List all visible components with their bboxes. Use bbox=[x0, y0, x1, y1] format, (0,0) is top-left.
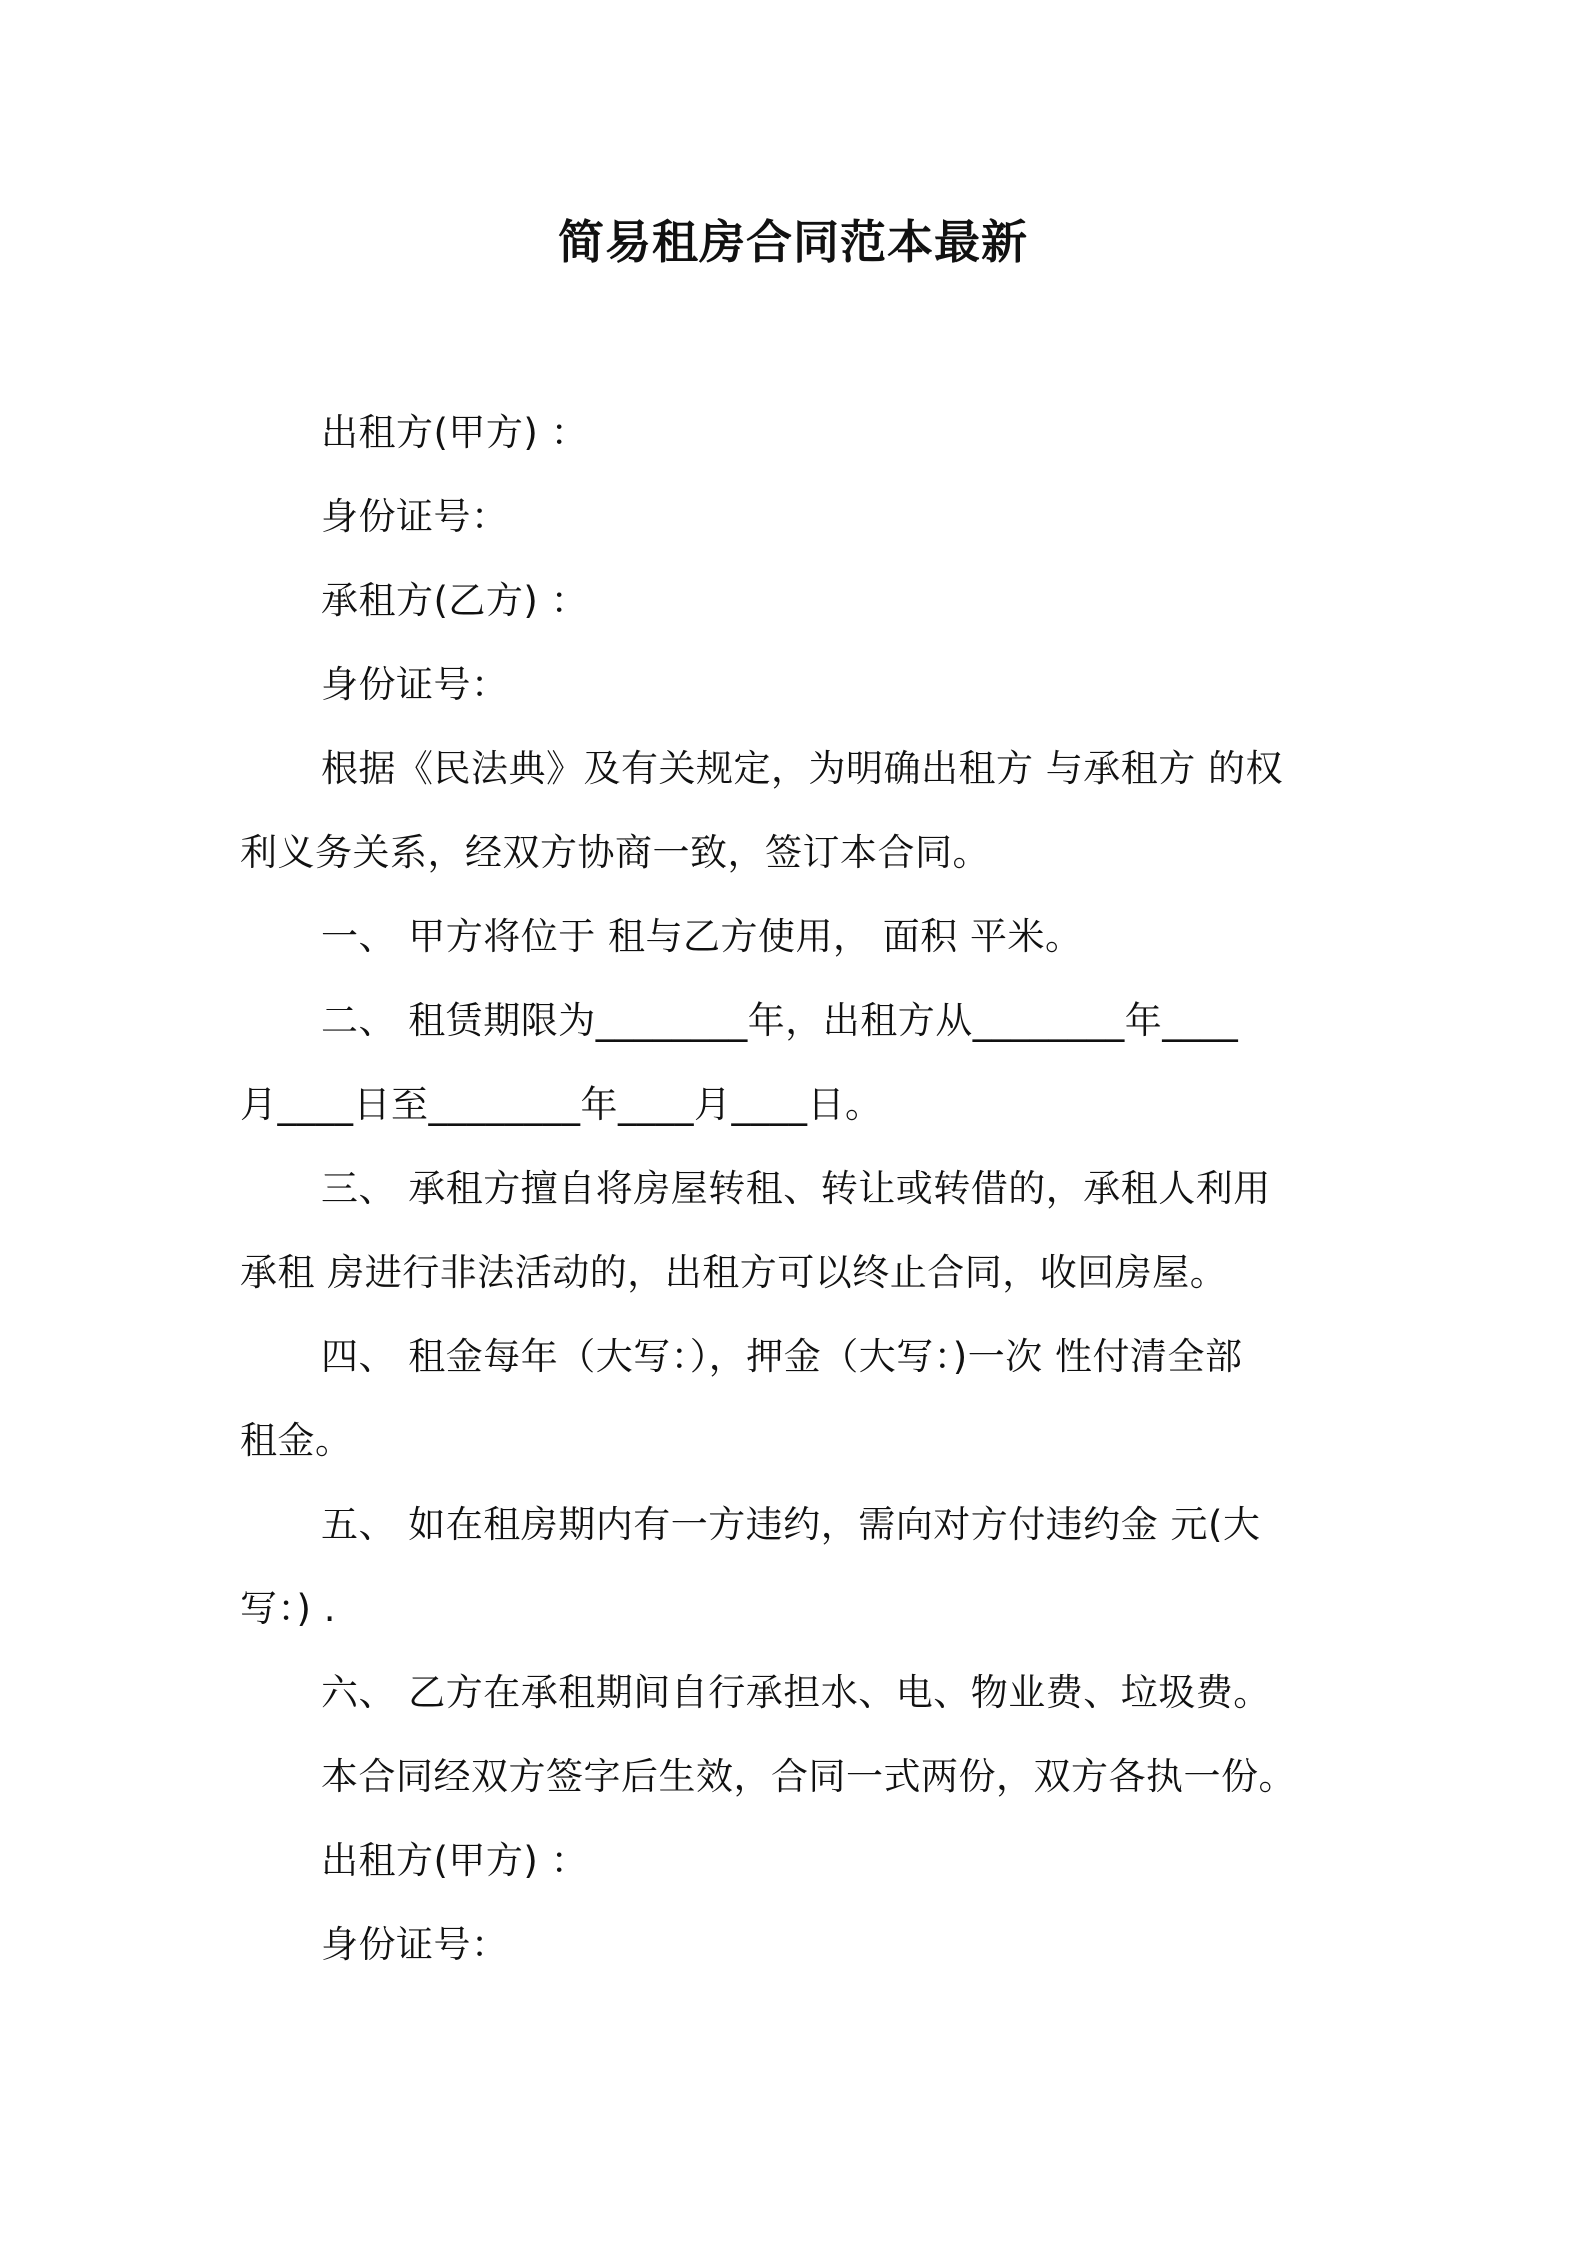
effect-statement: 本合同经双方签字后生效，合同一式两份，双方各执一份。 bbox=[321, 1755, 1296, 1798]
preamble-line-2: 利义务关系，经双方协商一致，签订本合同。 bbox=[240, 831, 990, 874]
document-title: 简易租房合同范本最新 bbox=[558, 215, 1028, 269]
lessor-id-label: 身份证号： bbox=[321, 495, 509, 538]
clause-3-line-1: 三、 承租方擅自将房屋转租、转让或转借的，承租人利用 bbox=[321, 1167, 1271, 1210]
lessor-label: 出租方(甲方) ： bbox=[321, 411, 589, 454]
clause-5-line-1: 五、 如在租房期内有一方违约，需向对方付违约金 元(大 bbox=[321, 1503, 1261, 1546]
clause-2-line-1: 二、 租赁期限为________年，出租方从________年____ bbox=[321, 999, 1239, 1042]
clause-4-line-2: 租金。 bbox=[240, 1419, 353, 1462]
preamble-line-1: 根据《民法典》及有关规定，为明确出租方 与承租方 的权 bbox=[321, 747, 1284, 790]
signature-lessor-label: 出租方(甲方) ： bbox=[321, 1839, 589, 1882]
clause-2-line-2: 月____日至________年____月____日。 bbox=[240, 1083, 883, 1126]
clause-1: 一、 甲方将位于 租与乙方使用， 面积 平米。 bbox=[321, 915, 1083, 958]
clause-3-line-2: 承租 房进行非法活动的，出租方可以终止合同，收回房屋。 bbox=[240, 1251, 1228, 1294]
clause-6: 六、 乙方在承租期间自行承担水、电、物业费、垃圾费。 bbox=[321, 1671, 1271, 1714]
clause-4-line-1: 四、 租金每年（大写：），押金（大写：)一次 性付清全部 bbox=[321, 1335, 1243, 1378]
clause-5-line-2: 写：) . bbox=[240, 1587, 336, 1630]
signature-lessor-id-label: 身份证号： bbox=[321, 1923, 509, 1966]
lessee-id-label: 身份证号： bbox=[321, 663, 509, 706]
lessee-label: 承租方(乙方) ： bbox=[321, 579, 589, 622]
